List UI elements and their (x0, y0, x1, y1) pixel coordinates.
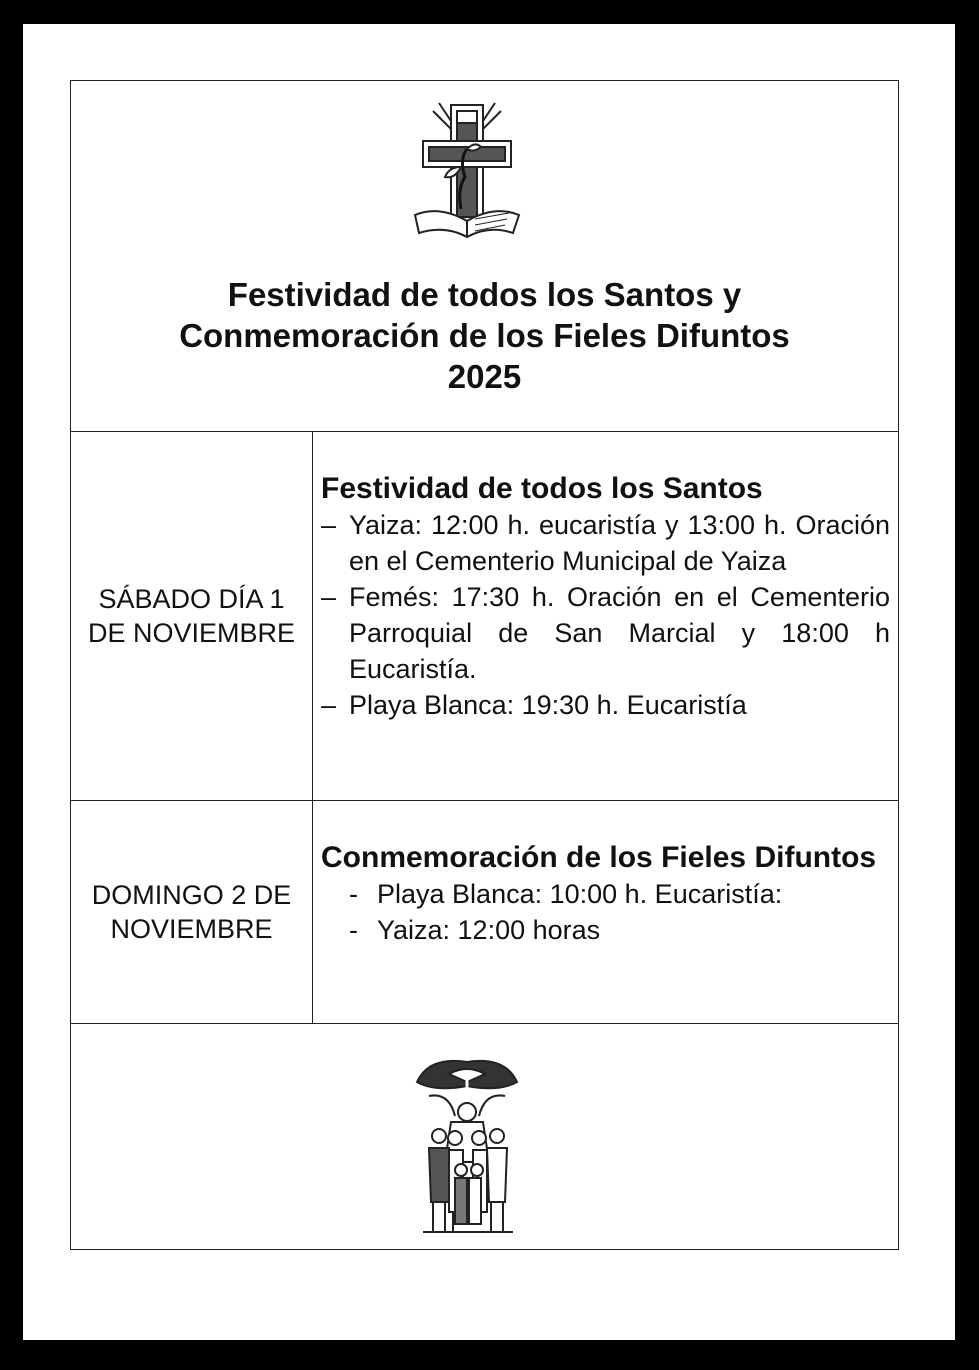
dash-marker: – (321, 582, 337, 612)
event-list (321, 507, 890, 723)
description-cell (313, 801, 898, 1023)
holy-spirit-dove-and-saints-icon (409, 1052, 525, 1238)
list-item: – Femés: 17:30 h. Oración en el Cementerio Parroquial de San Marcial y 18:00 h Eucaristía. (321, 579, 890, 687)
description-cell (313, 432, 898, 800)
schedule-sheet (70, 80, 899, 1250)
hyphen-marker: - (349, 879, 358, 909)
schedule-row-saturday (71, 432, 898, 801)
dash-marker: – (321, 690, 337, 720)
dash-marker: – (321, 510, 337, 540)
section-title: Conmemoración de los Fieles Difuntos (321, 841, 877, 874)
header-section (71, 81, 898, 432)
schedule-row-sunday (71, 801, 898, 1024)
main-title-line-1: Festividad de todos los Santos y (227, 276, 742, 313)
section-title: Festividad de todos los Santos (321, 472, 763, 505)
list-item: – Yaiza: 12:00 h. eucaristía y 13:00 h. Oración en el Cementerio Municipal de Yaiza (321, 507, 890, 579)
date-line-1: SÁBADO DÍA 1 (98, 584, 285, 614)
event-list (321, 876, 890, 948)
hyphen-marker: - (349, 915, 358, 945)
main-title-line-2: Conmemoración de los Fieles Difuntos (179, 317, 790, 354)
page (23, 24, 955, 1340)
cross-with-lily-and-book-icon (409, 97, 525, 243)
date-line-1: DOMINGO 2 DE (91, 880, 292, 910)
list-item: – Playa Blanca: 19:30 h. Eucaristía (321, 687, 890, 723)
list-item: - Yaiza: 12:00 horas (321, 912, 890, 948)
main-title (71, 274, 898, 397)
date-line-2: NOVIEMBRE (110, 914, 273, 944)
main-title-year: 2025 (447, 358, 522, 395)
footer-section (71, 1024, 898, 1249)
date-line-2: DE NOVIEMBRE (87, 618, 296, 648)
list-item: - Playa Blanca: 10:00 h. Eucaristía: (321, 876, 890, 912)
date-cell (71, 801, 313, 1023)
date-cell (71, 432, 313, 800)
